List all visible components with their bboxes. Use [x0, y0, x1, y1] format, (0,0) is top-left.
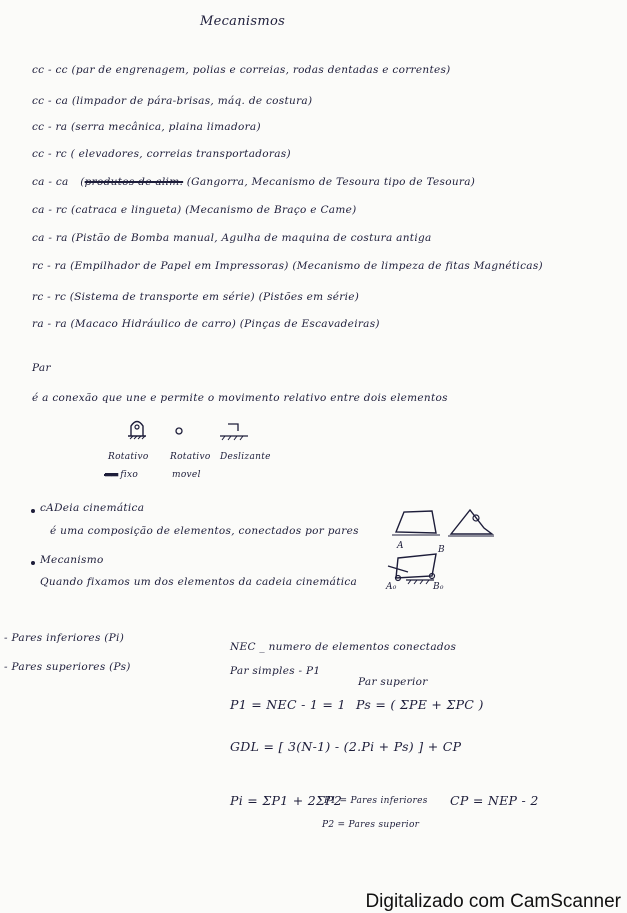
mecanismo-definition: Quando fixamos um dos elementos da cadeia cinemática	[40, 576, 358, 588]
par-definition: é a conexão que une e permite o movimento relativo entre dois elementos	[32, 392, 448, 404]
pair-type-rc-ra: rc - ra (Empilhador de Papel em Impressoras) (Mecanismo de limpeza de fitas Magnéticas)	[32, 260, 543, 272]
pair-type-cc-cc: cc - cc (par de engrenagem, polias e correias, rodas dentadas e correntes)	[32, 64, 451, 76]
moving-pivot-icon	[174, 426, 184, 436]
three-bar-chain-sketch	[448, 504, 494, 538]
cadeia-heading: cADeia cinemática	[40, 502, 145, 514]
slider-icon	[218, 422, 250, 442]
gdl-formula: GDL = [ 3(N-1) - (2.Pi + Ps) ] + CP	[230, 739, 462, 754]
bullet	[31, 509, 35, 513]
pair-type-cc-rc: cc - rc ( elevadores, correias transportadoras)	[32, 148, 291, 160]
pair-type-ca-ca: ca - ca (produtos de alim. (Gangorra, Mecanismo de Tesoura tipo de Tesoura)	[32, 176, 476, 188]
crossed-out-text: produtos de alim.	[84, 176, 184, 188]
par-heading: Par	[32, 362, 51, 374]
scanner-watermark: Digitalizado com CamScanner	[365, 891, 621, 912]
par-superior-label: Par superior	[358, 676, 428, 688]
pair-type-ca-rc: ca - rc (catraca e lingueta) (Mecanismo de Braço e Came)	[32, 204, 357, 216]
fixed-pivot-icon	[128, 418, 146, 440]
pair-type-rc-rc: rc - rc (Sistema de transporte em série) (Pistões em série)	[32, 291, 360, 303]
joint-label-a: A	[397, 541, 404, 551]
pair-type-ca-ca-code: ca - ca	[32, 176, 69, 188]
mecanismo-heading: Mecanismo	[40, 554, 104, 566]
rotativo-label-1: Rotativo	[108, 452, 149, 462]
par-simples-label: Par simples - P1	[230, 665, 321, 677]
joint-label-a0: A₀	[386, 582, 397, 592]
pair-type-ca-ca-examples: (Gangorra, Mecanismo de Tesoura tipo de Tesoura)	[186, 176, 476, 188]
cp-formula: CP = NEP - 2	[450, 793, 539, 808]
pair-type-cc-ca: cc - ca (limpador de pára-brisas, máq. de costura)	[32, 95, 313, 107]
p1-label: P1 = Pares inferiores	[324, 796, 428, 806]
joint-label-b0: B₀	[433, 582, 444, 592]
page-title: Mecanismos	[200, 14, 286, 29]
joint-label-b: B	[438, 545, 445, 555]
p2-label: P2 = Pares superior	[322, 820, 420, 830]
fixo-label: ▬▬ fixo	[104, 470, 139, 480]
pair-type-cc-ra: cc - ra (serra mecânica, plaina limadora)	[32, 121, 261, 133]
rotativo-label-2: Rotativo	[170, 452, 211, 462]
movel-label: movel	[172, 470, 201, 480]
pi-formula: Pi = ΣP1 + 2ΣP2	[230, 793, 343, 808]
pares-superiores: - Pares superiores (Ps)	[4, 661, 131, 673]
pair-type-ra-ra: ra - ra (Macaco Hidráulico de carro) (Pinças de Escavadeiras)	[32, 318, 380, 330]
ps-formula: Ps = ( ΣPE + ΣPC )	[356, 697, 484, 712]
pares-inferiores: - Pares inferiores (Pi)	[4, 632, 125, 644]
bullet	[31, 561, 35, 565]
nec-definition: NEC _ numero de elementos conectados	[230, 641, 457, 653]
p1-formula: P1 = NEC - 1 = 1	[230, 697, 346, 712]
pair-type-ca-ra: ca - ra (Pistão de Bomba manual, Agulha de maquina de costura antiga	[32, 232, 432, 244]
deslizante-label: Deslizante	[220, 452, 271, 462]
four-bar-chain-sketch	[392, 508, 440, 538]
cadeia-definition: é uma composição de elementos, conectados por pares	[50, 525, 359, 537]
